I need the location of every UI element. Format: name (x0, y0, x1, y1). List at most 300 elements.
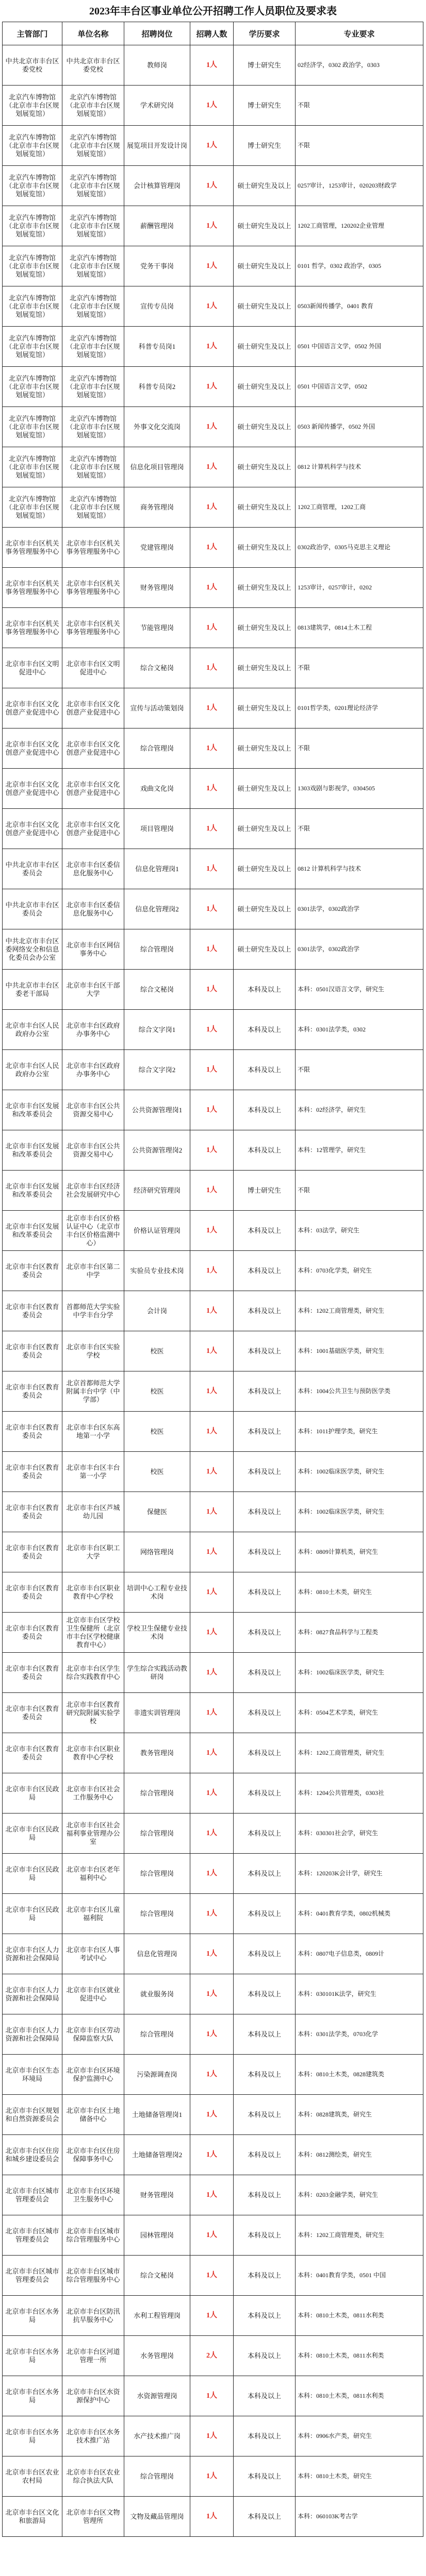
cell-num: 1人 (190, 2416, 234, 2456)
cell-num: 1人 (190, 849, 234, 889)
cell-num: 1人 (190, 447, 234, 487)
cell-major: 1202工商管理，120202企业管理 (296, 206, 423, 246)
cell-num: 1人 (190, 1894, 234, 1934)
cell-num: 1人 (190, 1532, 234, 1572)
cell-major: 0503 新闻传播学，0502 外国 (296, 407, 423, 447)
cell-post: 校医 (124, 1371, 190, 1412)
table-row (3, 849, 423, 889)
cell-dept: 北京市丰台区水务局 (3, 2336, 62, 2376)
cell-dept: 北京市丰台区教育委员会 (3, 1572, 62, 1613)
cell-major: 0812 计算机科学与技术 (296, 849, 423, 889)
table-row (3, 1854, 423, 1894)
cell-post: 综合文字岗1 (124, 1010, 190, 1050)
cell-dept: 北京市丰台区机关事务管理服务中心 (3, 608, 62, 648)
cell-major: 0302政治学，0305马克思主义理论 (296, 528, 423, 568)
table-row (3, 1211, 423, 1251)
cell-edu: 本科及以上 (234, 1613, 296, 1653)
cell-edu: 本科及以上 (234, 2296, 296, 2336)
cell-major: 1202工商管理，1202工商 (296, 487, 423, 528)
table-row (3, 1653, 423, 1693)
cell-dept: 北京市丰台区城市管理委员会 (3, 2256, 62, 2296)
cell-major: 不限 (296, 728, 423, 769)
cell-edu: 本科及以上 (234, 1050, 296, 1090)
cell-edu: 本科及以上 (234, 1211, 296, 1251)
cell-dept: 北京市丰台区机关事务管理服务中心 (3, 568, 62, 608)
table-row (3, 970, 423, 1010)
cell-major: 本科：1004公共卫生与预防医学类 (296, 1371, 423, 1412)
cell-post: 节能管理岗 (124, 608, 190, 648)
cell-edu: 本科及以上 (234, 2376, 296, 2416)
cell-unit: 北京市丰台区机关事务管理服务中心 (62, 528, 124, 568)
cell-edu: 本科及以上 (234, 2456, 296, 2497)
cell-unit: 北京市丰台区城市综合管理服务中心 (62, 2256, 124, 2296)
cell-unit: 北京汽车博物馆（北京市丰台区规划展览馆） (62, 407, 124, 447)
cell-major: 本科：0703化学类，研究生 (296, 1251, 423, 1291)
cell-edu: 硕士研究生及以上 (234, 166, 296, 206)
cell-post: 会计核算管理岗 (124, 166, 190, 206)
cell-major: 本科：0828建筑类，研究生 (296, 2095, 423, 2135)
cell-edu: 本科及以上 (234, 1090, 296, 1130)
cell-dept: 北京市丰台区规划和自然资源委员会 (3, 2095, 62, 2135)
cell-post: 水资源管理岗 (124, 2376, 190, 2416)
table-row (3, 2215, 423, 2256)
cell-num: 1人 (190, 1251, 234, 1291)
cell-dept: 北京市丰台区文化创意产业促进中心 (3, 809, 62, 849)
cell-dept: 北京市丰台区生态环境局 (3, 2055, 62, 2095)
cell-num: 1人 (190, 2497, 234, 2537)
cell-major: 本科：0809计算机类，研究生 (296, 1532, 423, 1572)
cell-dept: 北京市丰台区发展和改革委员会 (3, 1211, 62, 1251)
cell-major: 本科：1002临床医学类，研究生 (296, 1492, 423, 1532)
cell-num: 1人 (190, 1653, 234, 1693)
cell-edu: 硕士研究生及以上 (234, 407, 296, 447)
cell-major: 本科：0810土木类，0828建筑类 (296, 2055, 423, 2095)
table-row (3, 1090, 423, 1130)
cell-post: 薪酬管理岗 (124, 206, 190, 246)
cell-num: 1人 (190, 487, 234, 528)
table-header (3, 22, 423, 45)
table-row (3, 2336, 423, 2376)
cell-post: 综合文秘岗 (124, 648, 190, 688)
table-row (3, 1532, 423, 1572)
cell-dept: 北京市丰台区农业农村局 (3, 2456, 62, 2497)
table-row (3, 1050, 423, 1090)
cell-dept: 北京市丰台区民政局 (3, 1773, 62, 1814)
cell-unit: 北京市丰台区就业促进中心 (62, 1974, 124, 2014)
cell-post: 会计岗 (124, 1291, 190, 1331)
cell-num: 1人 (190, 2456, 234, 2497)
cell-unit: 首都师范大学实验中学丰台分学 (62, 1291, 124, 1331)
cell-dept: 中共北京市丰台区委员会 (3, 889, 62, 929)
cell-dept: 北京市丰台区水务局 (3, 2416, 62, 2456)
cell-num: 1人 (190, 1050, 234, 1090)
cell-post: 水产技术推广岗 (124, 2416, 190, 2456)
cell-edu: 本科及以上 (234, 2014, 296, 2055)
cell-post: 土地储备管理岗1 (124, 2095, 190, 2135)
cell-post: 综合文秘岗 (124, 2256, 190, 2296)
cell-post: 污染源调查岗 (124, 2055, 190, 2095)
cell-unit: 北京市丰台区河道管理一所 (62, 2336, 124, 2376)
cell-post: 综合管理岗 (124, 2456, 190, 2497)
header-num: 招聘人数 (190, 22, 234, 45)
cell-num: 2人 (190, 2336, 234, 2376)
cell-post: 水利工程管理岗 (124, 2296, 190, 2336)
cell-edu: 博士研究生 (234, 1171, 296, 1211)
cell-major: 本科：0810土木类，0811水利类 (296, 2296, 423, 2336)
cell-edu: 本科及以上 (234, 1733, 296, 1773)
header-dept: 主管部门 (3, 22, 62, 45)
cell-post: 科普专员岗1 (124, 327, 190, 367)
cell-num: 1人 (190, 2256, 234, 2296)
cell-num: 1人 (190, 688, 234, 728)
cell-unit: 北京首都师范大学附属丰台中学（中学部） (62, 1371, 124, 1412)
cell-major: 0501 中国语言文学，0502 外国 (296, 327, 423, 367)
cell-dept: 北京市丰台区教育委员会 (3, 1693, 62, 1733)
cell-edu: 本科及以上 (234, 1814, 296, 1854)
cell-major: 0503新闻传播学，0401 教育 (296, 286, 423, 327)
table-row (3, 1452, 423, 1492)
cell-dept: 北京市丰台区教育委员会 (3, 1733, 62, 1773)
cell-unit: 北京市丰台区职业教育中心学校 (62, 1572, 124, 1613)
cell-major: 本科：120203K会计学，研究生 (296, 1854, 423, 1894)
cell-dept: 北京汽车博物馆（北京市丰台区规划展览馆） (3, 126, 62, 166)
cell-unit: 北京市丰台区公共资源交易中心 (62, 1130, 124, 1171)
cell-major: 本科：0401教育学类，0802机械类 (296, 1894, 423, 1934)
cell-post: 学术研究岗 (124, 86, 190, 126)
cell-edu: 本科及以上 (234, 1010, 296, 1050)
cell-edu: 本科及以上 (234, 1452, 296, 1492)
cell-major: 本科：0810土木类，0811水利类 (296, 2376, 423, 2416)
header-edu: 学历要求 (234, 22, 296, 45)
table-row (3, 2416, 423, 2456)
cell-edu: 本科及以上 (234, 1693, 296, 1733)
table-row (3, 769, 423, 809)
cell-unit: 北京市丰台区经济社会发展研究中心 (62, 1171, 124, 1211)
cell-edu: 本科及以上 (234, 1894, 296, 1934)
cell-unit: 北京市丰台区水资源保护中心 (62, 2376, 124, 2416)
cell-unit: 北京汽车博物馆（北京市丰台区规划展览馆） (62, 487, 124, 528)
cell-num: 1人 (190, 1492, 234, 1532)
cell-num: 1人 (190, 1572, 234, 1613)
cell-unit: 北京市丰台区机关事务管理服务中心 (62, 568, 124, 608)
cell-unit: 北京汽车博物馆（北京市丰台区规划展览馆） (62, 126, 124, 166)
cell-dept: 北京汽车博物馆（北京市丰台区规划展览馆） (3, 327, 62, 367)
table-row (3, 45, 423, 86)
cell-edu: 本科及以上 (234, 1412, 296, 1452)
cell-post: 综合管理岗 (124, 1894, 190, 1934)
table-row (3, 528, 423, 568)
cell-unit: 北京汽车博物馆（北京市丰台区规划展览馆） (62, 166, 124, 206)
cell-num: 1人 (190, 45, 234, 86)
cell-unit: 北京汽车博物馆（北京市丰台区规划展览馆） (62, 86, 124, 126)
cell-major: 0301法学，0302政治学 (296, 929, 423, 970)
cell-post: 网络管理岗 (124, 1532, 190, 1572)
cell-edu: 本科及以上 (234, 2497, 296, 2537)
cell-num: 1人 (190, 1934, 234, 1974)
table-row (3, 1171, 423, 1211)
cell-unit: 北京市丰台区人事考试中心 (62, 1934, 124, 1974)
cell-num: 1人 (190, 86, 234, 126)
cell-post: 校医 (124, 1331, 190, 1371)
cell-post: 综合管理岗 (124, 1773, 190, 1814)
cell-major: 本科：0810土木类，0811水利类 (296, 2336, 423, 2376)
cell-num: 1人 (190, 2095, 234, 2135)
cell-post: 综合管理岗 (124, 1814, 190, 1854)
cell-dept: 北京市丰台区教育委员会 (3, 1613, 62, 1653)
cell-num: 1人 (190, 1452, 234, 1492)
cell-edu: 硕士研究生及以上 (234, 648, 296, 688)
cell-unit: 北京汽车博物馆（北京市丰台区规划展览馆） (62, 286, 124, 327)
cell-dept: 北京市丰台区人民政府办公室 (3, 1050, 62, 1090)
cell-num: 1人 (190, 126, 234, 166)
cell-edu: 本科及以上 (234, 2095, 296, 2135)
cell-post: 宣传专员岗 (124, 286, 190, 327)
cell-dept: 中共北京市丰台区委老干部局 (3, 970, 62, 1010)
cell-dept: 北京市丰台区文化创意产业促进中心 (3, 728, 62, 769)
table-row (3, 126, 423, 166)
cell-num: 1人 (190, 1171, 234, 1211)
cell-dept: 北京汽车博物馆（北京市丰台区规划展览馆） (3, 447, 62, 487)
cell-edu: 本科及以上 (234, 1371, 296, 1412)
cell-post: 公共资源管理岗1 (124, 1090, 190, 1130)
cell-major: 本科：0827食品科学与工程类 (296, 1613, 423, 1653)
cell-num: 1人 (190, 327, 234, 367)
cell-unit: 北京市丰台区社会福利事业管理办公室 (62, 1814, 124, 1854)
cell-unit: 北京市丰台区水务技术推广站 (62, 2416, 124, 2456)
cell-unit: 北京汽车博物馆（北京市丰台区规划展览馆） (62, 246, 124, 286)
cell-unit: 北京市丰台区机关事务管理服务中心 (62, 608, 124, 648)
cell-dept: 北京市丰台区教育委员会 (3, 1412, 62, 1452)
cell-post: 信息化管理岗 (124, 1934, 190, 1974)
cell-edu: 硕士研究生及以上 (234, 447, 296, 487)
cell-dept: 北京市丰台区文化创意产业促进中心 (3, 769, 62, 809)
cell-dept: 北京市丰台区民政局 (3, 1854, 62, 1894)
cell-major: 本科：02经济学，研究生 (296, 1090, 423, 1130)
cell-dept: 北京汽车博物馆（北京市丰台区规划展览馆） (3, 286, 62, 327)
cell-major: 0257审计，1253审计，020203财政学 (296, 166, 423, 206)
cell-num: 1人 (190, 246, 234, 286)
cell-num: 1人 (190, 1130, 234, 1171)
cell-post: 综合文秘岗 (124, 970, 190, 1010)
cell-num: 1人 (190, 809, 234, 849)
table-row (3, 2256, 423, 2296)
cell-unit: 北京市丰台区教育研究院附属实验学校 (62, 1693, 124, 1733)
table-row (3, 2296, 423, 2336)
cell-unit: 北京市丰台区学校卫生保健所（北京市丰台区学校健康教育中心） (62, 1613, 124, 1653)
cell-dept: 北京市丰台区城市管理委员会 (3, 2215, 62, 2256)
header-row (3, 22, 423, 45)
cell-edu: 硕士研究生及以上 (234, 367, 296, 407)
cell-num: 1人 (190, 1854, 234, 1894)
cell-edu: 博士研究生 (234, 86, 296, 126)
cell-edu: 本科及以上 (234, 1130, 296, 1171)
cell-major: 本科：1001基础医学类，研究生 (296, 1331, 423, 1371)
table-row (3, 407, 423, 447)
cell-num: 1人 (190, 1331, 234, 1371)
cell-num: 1人 (190, 407, 234, 447)
cell-unit: 北京市丰台区文化创意产业促进中心 (62, 769, 124, 809)
cell-dept: 北京市丰台区人力资源和社会保障局 (3, 2014, 62, 2055)
cell-edu: 硕士研究生及以上 (234, 246, 296, 286)
table-row (3, 206, 423, 246)
cell-unit: 北京市丰台区住房保障事务中心 (62, 2135, 124, 2175)
table-row (3, 1331, 423, 1371)
cell-major: 本科：0203金融学类，研究生 (296, 2175, 423, 2215)
table-row (3, 1010, 423, 1050)
table-row (3, 1693, 423, 1733)
cell-post: 实验员专业技术岗 (124, 1251, 190, 1291)
cell-dept: 北京市丰台区教育委员会 (3, 1291, 62, 1331)
table-row (3, 2095, 423, 2135)
table-row (3, 2014, 423, 2055)
cell-unit: 北京市丰台区防汛抗旱服务中心 (62, 2296, 124, 2336)
cell-unit: 北京市丰台区劳动保障监察大队 (62, 2014, 124, 2055)
table-row (3, 286, 423, 327)
cell-post: 水务管理岗 (124, 2336, 190, 2376)
cell-unit: 北京市丰台区委信息化服务中心 (62, 889, 124, 929)
cell-major: 0101 哲学，0302 政治学，0305 (296, 246, 423, 286)
table-row (3, 1130, 423, 1171)
cell-edu: 本科及以上 (234, 1974, 296, 2014)
cell-post: 综合管理岗 (124, 929, 190, 970)
cell-unit: 北京市丰台区城市综合管理服务中心 (62, 2215, 124, 2256)
cell-unit: 北京市丰台区实验学校 (62, 1331, 124, 1371)
table-row (3, 1492, 423, 1532)
table-row (3, 86, 423, 126)
cell-num: 1人 (190, 728, 234, 769)
cell-dept: 北京市丰台区发展和改革委员会 (3, 1090, 62, 1130)
cell-edu: 本科及以上 (234, 2336, 296, 2376)
cell-edu: 硕士研究生及以上 (234, 327, 296, 367)
cell-post: 文物及藏品管理岗 (124, 2497, 190, 2537)
cell-major: 不限 (296, 1171, 423, 1211)
cell-post: 综合管理岗 (124, 1854, 190, 1894)
header-major: 专业要求 (296, 22, 423, 45)
cell-unit: 北京市丰台区文明促进中心 (62, 648, 124, 688)
cell-dept: 北京市丰台区住房和城乡建设委员会 (3, 2135, 62, 2175)
cell-dept: 北京市丰台区人力资源和社会保障局 (3, 1934, 62, 1974)
cell-major: 本科：0810土木类，研究生 (296, 1572, 423, 1613)
cell-major: 不限 (296, 126, 423, 166)
cell-major: 本科：060103K考古学 (296, 2497, 423, 2537)
cell-major: 本科：0810土木类，研究生 (296, 2456, 423, 2497)
cell-num: 1人 (190, 1814, 234, 1854)
cell-major: 本科：03法学，研究生 (296, 1211, 423, 1251)
cell-unit: 北京市丰台区丰台第一小学 (62, 1452, 124, 1492)
table-row (3, 246, 423, 286)
cell-post: 财务管理岗 (124, 2175, 190, 2215)
table-row (3, 487, 423, 528)
table-row (3, 327, 423, 367)
cell-num: 1人 (190, 1010, 234, 1050)
cell-edu: 本科及以上 (234, 1854, 296, 1894)
recruitment-table (2, 22, 423, 2537)
table-row (3, 1613, 423, 1653)
table-row (3, 367, 423, 407)
cell-edu: 硕士研究生及以上 (234, 286, 296, 327)
cell-post: 校医 (124, 1412, 190, 1452)
cell-edu: 硕士研究生及以上 (234, 487, 296, 528)
table-row (3, 447, 423, 487)
cell-major: 本科：1204公共管理类，0303社 (296, 1773, 423, 1814)
cell-unit: 北京汽车博物馆（北京市丰台区规划展览馆） (62, 206, 124, 246)
cell-dept: 北京市丰台区文化创意产业促进中心 (3, 688, 62, 728)
table-row (3, 1412, 423, 1452)
cell-num: 1人 (190, 1090, 234, 1130)
cell-dept: 北京市丰台区文明促进中心 (3, 648, 62, 688)
cell-edu: 硕士研究生及以上 (234, 849, 296, 889)
cell-dept: 北京市丰台区机关事务管理服务中心 (3, 528, 62, 568)
cell-num: 1人 (190, 286, 234, 327)
cell-unit: 北京市丰台区文化创意产业促进中心 (62, 688, 124, 728)
cell-dept: 北京市丰台区教育委员会 (3, 1371, 62, 1412)
cell-edu: 本科及以上 (234, 1653, 296, 1693)
cell-unit: 北京市丰台区第二中学 (62, 1251, 124, 1291)
cell-post: 经济研究管理岗 (124, 1171, 190, 1211)
cell-edu: 本科及以上 (234, 2256, 296, 2296)
table-row (3, 608, 423, 648)
cell-post: 教师岗 (124, 45, 190, 86)
cell-unit: 北京汽车博物馆（北京市丰台区规划展览馆） (62, 327, 124, 367)
cell-dept: 北京市丰台区城市管理委员会 (3, 2175, 62, 2215)
cell-edu: 本科及以上 (234, 2215, 296, 2256)
cell-edu: 本科及以上 (234, 1331, 296, 1371)
cell-edu: 本科及以上 (234, 2175, 296, 2215)
cell-edu: 硕士研究生及以上 (234, 728, 296, 769)
table-row (3, 2497, 423, 2537)
cell-dept: 北京市丰台区水务局 (3, 2296, 62, 2336)
cell-num: 1人 (190, 970, 234, 1010)
cell-post: 学校卫生保健专业技术岗 (124, 1613, 190, 1653)
table-row (3, 1371, 423, 1412)
table-row (3, 1894, 423, 1934)
cell-edu: 本科及以上 (234, 1572, 296, 1613)
cell-major: 02经济学，0302 政治学，0303 (296, 45, 423, 86)
cell-post: 公共资源管理岗2 (124, 1130, 190, 1171)
cell-edu: 本科及以上 (234, 1291, 296, 1331)
cell-major: 1253审计，0257审计，0202 (296, 568, 423, 608)
cell-unit: 北京市丰台区学生综合实践教育中心 (62, 1653, 124, 1693)
cell-dept: 北京市丰台区教育委员会 (3, 1532, 62, 1572)
table-row (3, 2456, 423, 2497)
cell-post: 戏曲文化岗 (124, 769, 190, 809)
cell-edu: 博士研究生 (234, 45, 296, 86)
cell-dept: 中共北京市丰台区委员会 (3, 849, 62, 889)
cell-edu: 博士研究生 (234, 126, 296, 166)
cell-num: 1人 (190, 1773, 234, 1814)
cell-unit: 北京市丰台区社会工作服务中心 (62, 1773, 124, 1814)
cell-post: 非遗实训管理岗 (124, 1693, 190, 1733)
table-row (3, 929, 423, 970)
cell-edu: 硕士研究生及以上 (234, 809, 296, 849)
cell-major: 本科：1202工商管理类，研究生 (296, 2215, 423, 2256)
cell-major: 本科：0807电子信息类，0809计 (296, 1934, 423, 1974)
cell-num: 1人 (190, 1412, 234, 1452)
cell-post: 价格认证管理岗 (124, 1211, 190, 1251)
cell-major: 本科：0501汉语言文学，研究生 (296, 970, 423, 1010)
table-row (3, 648, 423, 688)
cell-dept: 北京市丰台区人力资源和社会保障局 (3, 1974, 62, 2014)
cell-major: 不限 (296, 648, 423, 688)
cell-dept: 中共北京市丰台区委党校 (3, 45, 62, 86)
cell-post: 财务管理岗 (124, 568, 190, 608)
cell-edu: 硕士研究生及以上 (234, 608, 296, 648)
table-row (3, 688, 423, 728)
cell-edu: 本科及以上 (234, 2135, 296, 2175)
cell-edu: 硕士研究生及以上 (234, 889, 296, 929)
table-body (3, 45, 423, 2537)
cell-post: 就业服务岗 (124, 1974, 190, 2014)
